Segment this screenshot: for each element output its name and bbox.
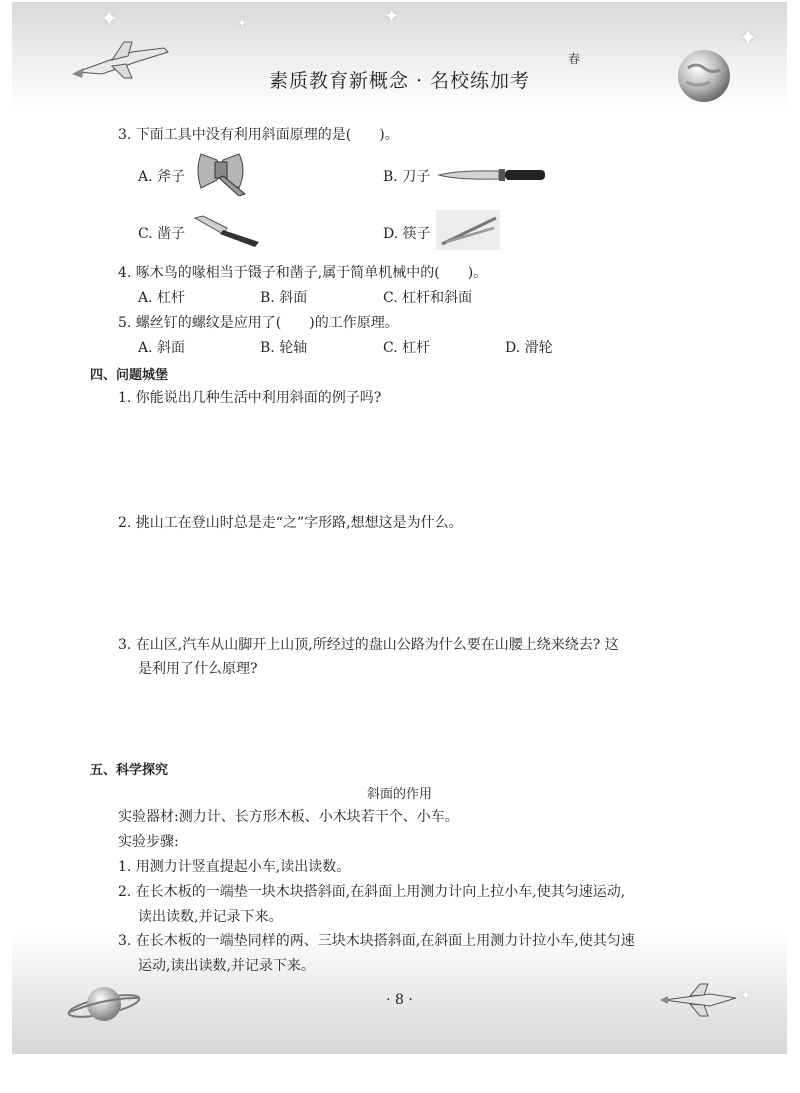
- experiment-materials: 实验器材:测力计、长方形木板、小木块若干个、小车。: [118, 809, 459, 825]
- section-4-question-3-line-2: 是利用了什么原理?: [138, 661, 258, 677]
- q4-option-a: A. 杠杆: [138, 290, 186, 306]
- page-number: · 8 ·: [386, 992, 413, 1008]
- experiment-steps-label: 实验步骤:: [118, 834, 179, 850]
- question-3-stem: 3. 下面工具中没有利用斜面原理的是( )。: [118, 127, 399, 143]
- question-4-stem: 4. 啄木鸟的喙相当于镊子和凿子,属于简单机械中的( )。: [118, 265, 488, 281]
- chopsticks-icon: [436, 210, 500, 250]
- axe-icon: [193, 148, 251, 196]
- knife-icon: [437, 164, 549, 186]
- experiment-step-2-line-2: 读出读数,并记录下来。: [138, 909, 283, 925]
- page-title: 素质教育新概念 · 名校练加考: [268, 70, 531, 92]
- q3-option-a: A. 斧子: [138, 169, 186, 185]
- q5-option-b: B. 轮轴: [260, 340, 308, 356]
- star-icon: ✦: [739, 26, 758, 51]
- section-4-heading: 四、问题城堡: [90, 368, 169, 383]
- question-5-stem: 5. 螺丝钉的螺纹是应用了( )的工作原理。: [118, 315, 399, 331]
- section-4-question-3-line-1: 3. 在山区,汽车从山脚开上山顶,所经过的盘山公路为什么要在山腰上绕来绕去? 这: [118, 637, 619, 653]
- star-icon: ✦: [740, 988, 752, 1004]
- season-label: 春: [568, 52, 581, 66]
- q5-option-c: C. 杠杆: [383, 340, 431, 356]
- experiment-step-1: 1. 用测力计竖直提起小车,读出读数。: [118, 859, 351, 875]
- q4-option-b: B. 斜面: [260, 290, 308, 306]
- q3-option-d: D. 筷子: [383, 226, 431, 242]
- q5-option-a: A. 斜面: [138, 340, 186, 356]
- section-5-heading: 五、科学探究: [90, 763, 169, 778]
- experiment-step-2-line-1: 2. 在长木板的一端垫一块木块搭斜面,在斜面上用测力计向上拉小车,使其匀速运动,: [118, 884, 626, 900]
- experiment-title: 斜面的作用: [366, 787, 432, 802]
- experiment-step-3-line-2: 运动,读出读数,并记录下来。: [138, 958, 315, 974]
- experiment-step-3-line-1: 3. 在长木板的一端垫同样的两、三块木块搭斜面,在斜面上用测力计拉小车,使其匀速: [118, 933, 635, 949]
- q5-option-d: D. 滑轮: [505, 340, 553, 356]
- section-4-question-2: 2. 挑山工在登山时总是走“之”字形路,想想这是为什么。: [118, 515, 463, 531]
- ringed-planet-icon: [64, 978, 144, 1028]
- q3-option-c: C. 凿子: [138, 226, 186, 242]
- star-icon: ✦: [384, 6, 400, 27]
- q3-option-b: B. 刀子: [383, 169, 431, 185]
- q4-option-c: C. 杠杆和斜面: [383, 290, 473, 306]
- section-4-question-1: 1. 你能说出几种生活中利用斜面的例子吗?: [118, 390, 382, 406]
- star-icon: ✦: [100, 7, 119, 32]
- chisel-icon: [193, 214, 261, 248]
- star-icon: ✦: [237, 16, 248, 30]
- space-shuttle-icon: [660, 980, 740, 1022]
- workbook-page: [12, 2, 787, 1054]
